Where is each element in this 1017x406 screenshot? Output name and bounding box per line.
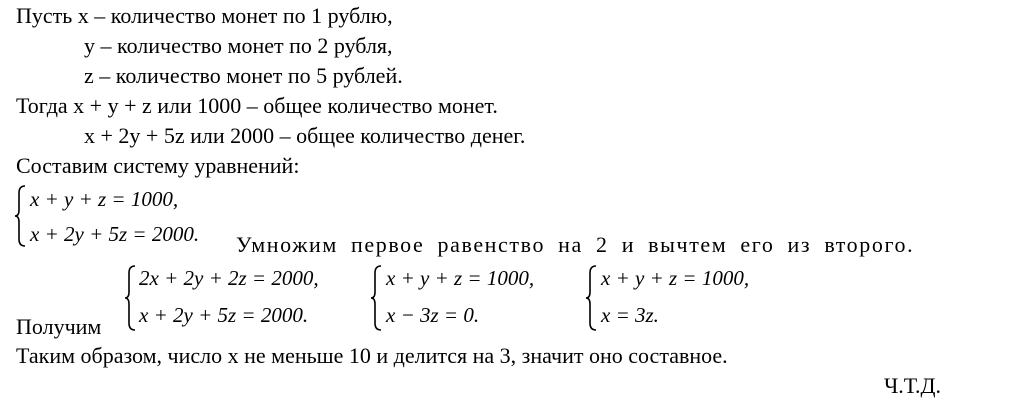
system-2-equation-2: x + 2y + 5z = 2000.: [139, 303, 309, 327]
system-2-brace: [124, 264, 138, 332]
text-line-z-definition: z – количество монет по 5 рублей.: [84, 63, 403, 88]
system-3-equation-1: x + y + z = 1000,: [386, 266, 535, 290]
system-3-brace: [370, 264, 384, 332]
text-line-qed: Ч.Т.Д.: [884, 373, 942, 398]
system-4-equation-1: x + y + z = 1000,: [601, 266, 750, 290]
system-3-equation-2: x − 3z = 0.: [386, 303, 480, 327]
text-line-result: Получим: [16, 314, 102, 339]
text-line-x-definition: Пусть x – количество монет по 1 рублю,: [16, 3, 393, 28]
system-1-equation-1: x + y + z = 1000,: [30, 187, 179, 211]
text-line-total-coins: Тогда x + y + z или 1000 – общее количество монет.: [16, 93, 498, 118]
text-line-total-money: x + 2y + 5z или 2000 – общее количество денег.: [84, 123, 526, 148]
system-1-equation-2: x + 2y + 5z = 2000.: [30, 222, 200, 246]
text-line-y-definition: y – количество монет по 2 рубля,: [84, 33, 393, 58]
text-line-multiply-subtract: Умножим первое равенство на 2 и вычтем его из второго.: [236, 232, 915, 257]
system-1-brace: [14, 184, 28, 248]
system-2-equation-1: 2x + 2y + 2z = 2000,: [139, 266, 319, 290]
text-line-compose-system: Составим систему уравнений:: [16, 153, 300, 178]
system-4-brace: [585, 264, 599, 332]
text-line-conclusion: Таким образом, число x не меньше 10 и делится на 3, значит оно составное.: [16, 343, 728, 368]
system-4-equation-2: x = 3z.: [601, 303, 659, 327]
